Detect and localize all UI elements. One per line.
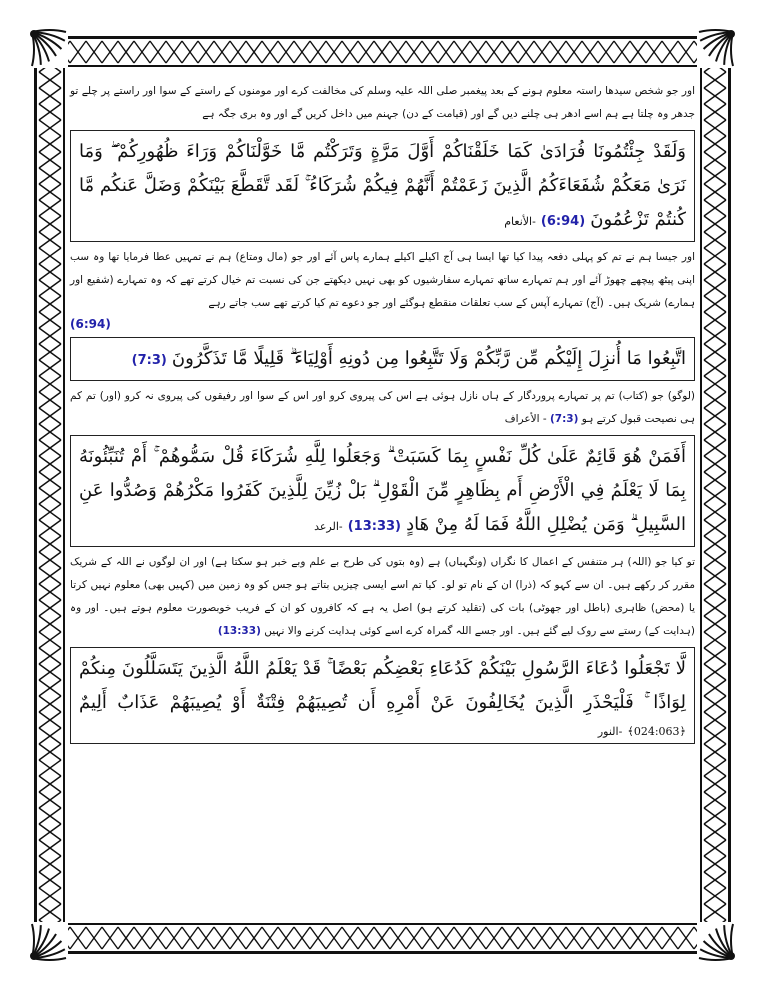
ayah-text: اتَّبِعُوا مَا أُنزِلَ إِلَيْكُم مِّن رَّبِّكُمْ وَلَا تَتَّبِعُوا مِن دُونِهِ أَوْلِيَاءَ ۗ قَلِيلًا مَّا تَذَكَّرُونَ — [171, 348, 686, 369]
ayah-box-6-94 — [70, 130, 695, 242]
verse-reference: (13:33) — [347, 519, 401, 534]
border-bottom — [54, 923, 711, 954]
ayah-text: أَفَمَنْ هُوَ قَائِمٌ عَلَىٰ كُلِّ نَفْسٍ بِمَا كَسَبَتْ ۗ وَجَعَلُوا لِلَّهِ شُرَكَاءَ قُلْ سَمُّوهُمْ ۚ أَمْ تُنَبِّئُونَهُ بِمَا لَا يَعْلَمُ فِي الْأَرْضِ أَم بِظَاهِرٍ مِّنَ الْقَوْلِ ۗ بَلْ زُيِّنَ لِلَّذِينَ كَفَرُوا مَكْرُهُمْ وَصُدُّوا عَنِ السَّبِيلِ ۗ وَمَن يُضْلِلِ اللَّهُ فَمَا لَهُ مِنْ هَادٍ — [79, 446, 686, 535]
ayah-box-7-3 — [70, 337, 695, 381]
ayah-text: لَّا تَجْعَلُوا دُعَاءَ الرَّسُولِ بَيْنَكُمْ كَدُعَاءِ بَعْضِكُم بَعْضًا ۚ قَدْ يَعْلَمُ اللَّهُ الَّذِينَ يَتَسَلَّلُونَ مِنكُمْ لِوَاذًا ۚ فَلْيَحْذَرِ الَّذِينَ يُخَالِفُونَ عَنْ أَمْرِهِ أَن تُصِيبَهُمْ فِتْنَةٌ أَوْ يُصِيبَهُمْ عَذَابٌ أَلِيمٌ — [79, 658, 687, 713]
ayah-box-13-33 — [70, 435, 695, 547]
corner-flower-icon — [28, 28, 68, 68]
verse-reference: (7:3) — [549, 413, 579, 425]
verse-reference: (6:94) — [540, 214, 586, 229]
border-right — [700, 56, 731, 934]
surah-name: -الأنعام — [504, 215, 536, 228]
corner-flower-icon — [697, 922, 737, 962]
verse-reference: (6:94) — [70, 317, 111, 331]
verse-reference: ﴿024:063﴾ — [627, 725, 686, 738]
urdu-translation-4: تو کیا جو (اللہ) ہر متنفس کے اعمال کا نگراں (ونگہباں) ہے (وہ بتوں کی طرح بے علم وبے خبر ہو سکتا ہے) اور ان لوگوں نے اللہ کے شریک مقرر کر رکھے ہیں۔ ان سے کہو کہ (ذرا) ان کے نام تو لو۔ کیا تم اسے ایسی چیزیں بتاتے ہو جس کو وہ زمین میں (کہیں بھی) معلوم نہیں کرتا یا (محض) ظاہری (باطل اور جھوٹی) بات کی (تقلید کرتے ہو) اصل یہ ہے کہ کافروں کو ان کے فریب خوبصورت معلوم ہوتے ہیں۔ اور وہ (ہدایت کے) رستے سے روک لیے گئے ہیں۔ اور جسے اللہ گمراہ کرے اسے کوئی ہدایت کرنے والا نہیں (13:33) — [70, 556, 695, 637]
border-top — [54, 36, 711, 67]
urdu-translation-2: اور جیسا ہم نے تم کو پہلی دفعہ پیدا کیا تھا ایسا ہی آج اکیلے اکیلے ہمارے پاس آئے اور جو (مال ومتاع) ہم نے تمہیں عطا فرمایا تھا وہ سب اپنی پیٹھ پیچھے چھوڑ آئے اور ہم تمہارے ساتھ تمہارے سفارشیوں کو بھی نہیں دیکھتے جن کی نسبت تم خیال کرتے تھے کہ وہ تمہارے (شفیع اور ہمارے) شریک ہیں۔ (آج) تمہارے آپس کے سب تعلقات منقطع ہوگئے اور جو دعوے تم کیا کرتے تھے سب جاتے رہے — [70, 251, 695, 309]
urdu-translation-1: اور جو شخص سیدھا راستہ معلوم ہونے کے بعد پیغمبر صلی اللہ علیہ وسلم کی مخالفت کرے اور مومنوں کے راستے کے سوا اور راستے پر چلے تو جدھر وہ چلتا ہے ہم اسے ادھر ہی چلنے دیں گے اور (قیامت کے دن) جہنم میں داخل کریں گے اور وہ بری جگہ ہے — [70, 85, 695, 120]
urdu-translation-3: (لوگو) جو (کتاب) تم پر تمہارے پروردگار کے ہاں نازل ہوئی ہے اس کی پیروی کرو اور اس کے سوا اور رفیقوں کی پیروی نہ کرو (اور) تم کم ہی نصیحت قبول کرتے ہو (7:3) - الأعراف — [70, 390, 695, 425]
surah-name: - الأعراف — [504, 413, 547, 425]
surah-name: -النور — [597, 725, 623, 738]
corner-flower-icon — [697, 28, 737, 68]
verse-reference: (7:3) — [131, 353, 167, 368]
corner-flower-icon — [28, 922, 68, 962]
ayah-box-24-63 — [70, 647, 695, 744]
surah-name: -الرعد — [314, 520, 343, 533]
page-content — [70, 80, 695, 748]
verse-reference: (13:33) — [217, 625, 261, 637]
ayah-text: وَلَقَدْ جِئْتُمُونَا فُرَادَىٰ كَمَا خَلَقْنَاكُمْ أَوَّلَ مَرَّةٍ وَتَرَكْتُم مَّا خَوَّلْنَاكُمْ وَرَاءَ ظُهُورِكُمْ ۖ وَمَا نَرَىٰ مَعَكُمْ شُفَعَاءَكُمُ الَّذِينَ زَعَمْتُمْ أَنَّهُمْ فِيكُمْ شُرَكَاءُ ۚ لَقَد تَّقَطَّعَ بَيْنَكُمْ وَضَلَّ عَنكُم مَّا كُنتُمْ تَزْعُمُونَ — [79, 141, 686, 230]
border-left — [34, 56, 65, 934]
